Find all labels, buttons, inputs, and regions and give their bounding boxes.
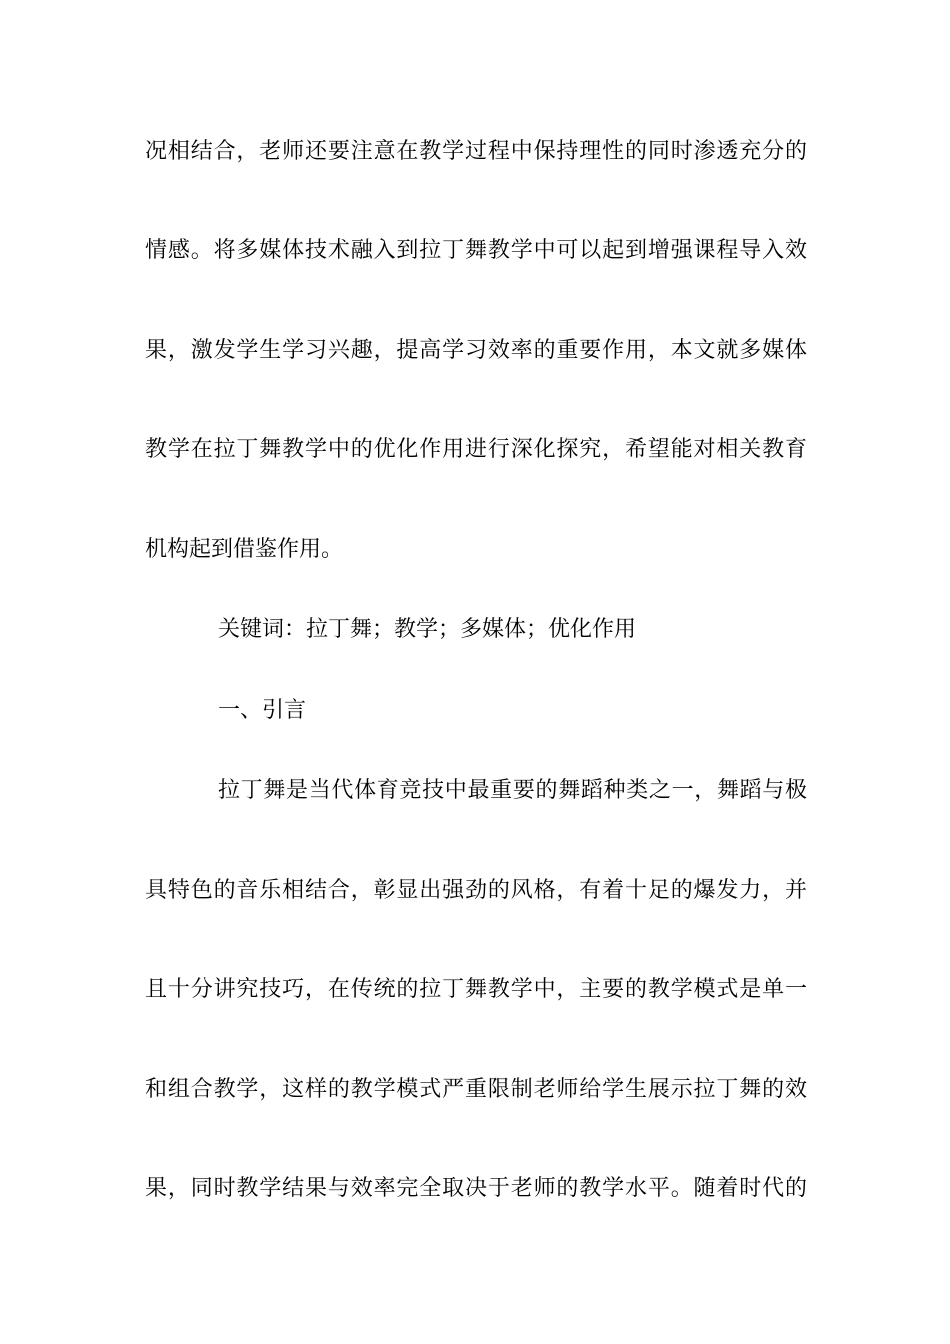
keywords-line: 关键词：拉丁舞；教学；多媒体；优化作用: [218, 617, 637, 642]
abstract-line-3: 果，激发学生学习兴趣，提高学习效率的重要作用，本文就多媒体: [145, 338, 807, 363]
abstract-line-1: 况相结合，老师还要注意在教学过程中保持理性的同时渗透充分的: [145, 139, 807, 164]
abstract-line-5: 机构起到借鉴作用。: [145, 537, 344, 562]
intro-line-5: 果，同时教学结果与效率完全取决于老师的教学水平。随着时代的: [145, 1176, 807, 1201]
intro-line-4: 和组合教学，这样的教学模式严重限制老师给学生展示拉丁舞的效: [145, 1077, 807, 1102]
intro-line-3: 且十分讲究技巧，在传统的拉丁舞教学中，主要的教学模式是单一: [145, 977, 807, 1002]
section-heading: 一、引言: [218, 698, 307, 723]
intro-line-1: 拉丁舞是当代体育竞技中最重要的舞蹈种类之一，舞蹈与极: [218, 778, 807, 803]
abstract-line-2: 情感。将多媒体技术融入到拉丁舞教学中可以起到增强课程导入效: [145, 238, 807, 263]
intro-line-2: 具特色的音乐相结合，彰显出强劲的风格，有着十足的爆发力，并: [145, 878, 807, 903]
abstract-line-4: 教学在拉丁舞教学中的优化作用进行深化探究，希望能对相关教育: [145, 437, 807, 462]
